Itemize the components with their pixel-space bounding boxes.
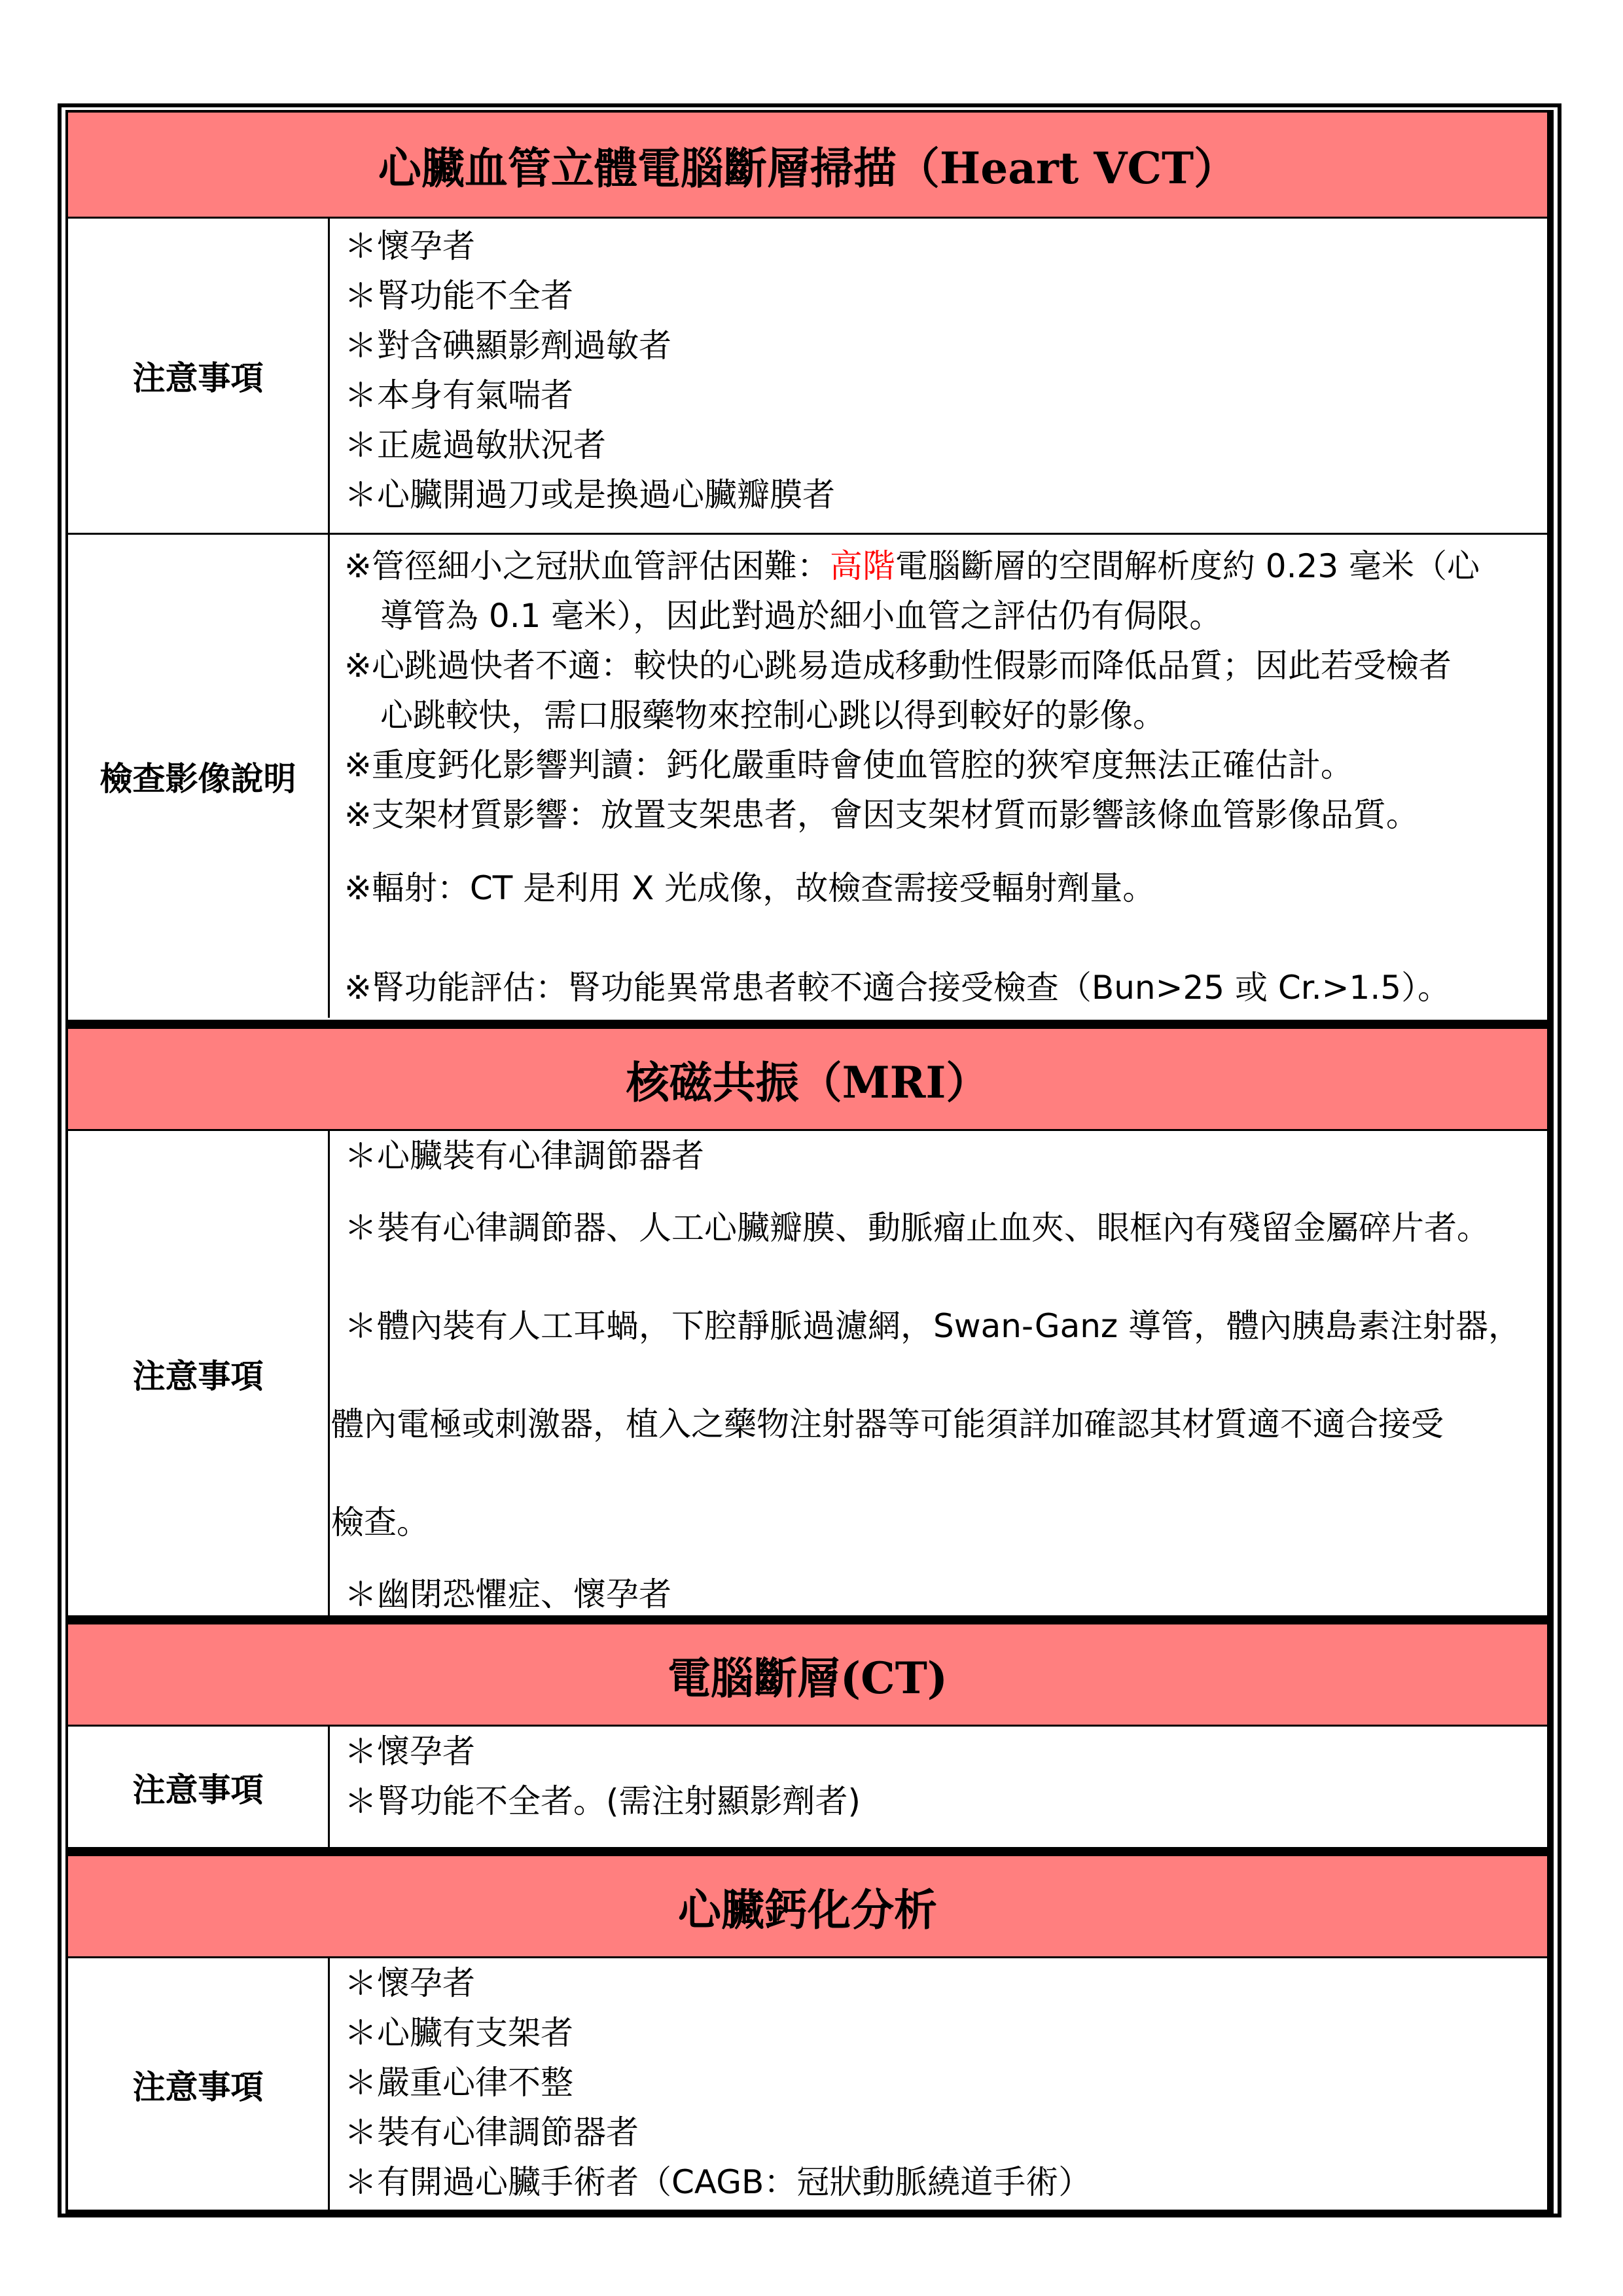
row-label: 檢查影像說明 (68, 535, 330, 1018)
text-line: ※輻射：CT 是利用 X 光成像，故檢查需接受輻射劑量。 (344, 869, 1156, 907)
list-item: 檢查。 (331, 1503, 429, 1541)
list-item: ＊裝有心律調節器者 (344, 2113, 639, 2151)
precautions-list (330, 1958, 1547, 2210)
explanation-row (68, 533, 1547, 1018)
text-line: ※心跳過快者不適：較快的心跳易造成移動性假影而降低品質；因此若受檢者 (344, 647, 1452, 685)
section-title: 電腦斷層(CT) (68, 1624, 1547, 1727)
explanation-text (330, 535, 1547, 1018)
precautions-row (68, 1131, 1547, 1616)
list-item: ＊心臟開過刀或是換過心臟瓣膜者 (344, 476, 835, 514)
list-item: ＊心臟有支架者 (344, 2014, 573, 2052)
section-heart-vct (65, 110, 1554, 1026)
text-line: 導管為 0.1 毫米），因此對過於細小血管之評估仍有侷限。 (380, 597, 1222, 635)
list-item: ＊有開過心臟手術者（CAGB：冠狀動脈繞道手術） (344, 2163, 1092, 2201)
precautions-list (330, 219, 1547, 533)
list-item: 體內電極或刺激器，植入之藥物注射器等可能須詳加確認其材質適不適合接受 (331, 1405, 1444, 1443)
text-line (344, 541, 1547, 591)
text-line: ※支架材質影響：放置支架患者，會因支架材質而影響該條血管影像品質。 (344, 796, 1419, 834)
list-item: ＊嚴重心律不整 (344, 2064, 573, 2102)
text-line: ※重度鈣化影響判讀：鈣化嚴重時會使血管腔的狹窄度無法正確估計。 (344, 746, 1353, 784)
list-item: ＊懷孕者 (344, 1732, 475, 1770)
list-item: ＊裝有心律調節器、人工心臟瓣膜、動脈瘤止血夾、眼框內有殘留金屬碎片者。 (344, 1209, 1489, 1247)
precautions-list (330, 1727, 1547, 1848)
text-segment: ※管徑細小之冠狀血管評估困難： (344, 547, 830, 585)
row-label: 注意事項 (68, 1131, 330, 1616)
precautions-row (68, 219, 1547, 533)
row-label: 注意事項 (68, 1727, 330, 1848)
list-item: ＊腎功能不全者。(需注射顯影劑者) (344, 1782, 861, 1820)
precautions-row (68, 1958, 1547, 2210)
text-line: 心跳較快，需口服藥物來控制心跳以得到較好的影像。 (380, 696, 1166, 734)
section-title: 核磁共振（MRI） (68, 1029, 1547, 1131)
highlight-text: 高階 (829, 547, 895, 585)
list-item: ＊腎功能不全者 (344, 277, 573, 315)
section-calcium-analysis (65, 1854, 1554, 2216)
list-item: ＊本身有氣喘者 (344, 376, 573, 414)
section-mri (65, 1026, 1554, 1622)
section-ct (65, 1622, 1554, 1854)
precautions-list (330, 1131, 1547, 1616)
list-item: ＊心臟裝有心律調節器者 (344, 1137, 704, 1175)
text-segment: 電腦斷層的空間解析度約 0.23 毫米（心 (895, 547, 1480, 585)
list-item: ＊對含碘顯影劑過敏者 (344, 327, 671, 365)
list-item: ＊體內裝有人工耳蝸，下腔靜脈過濾網，Swan-Ganz 導管，體內胰島素注射器， (344, 1307, 1522, 1345)
text-line: ※腎功能評估：腎功能異常患者較不適合接受檢查（Bun>25 或 Cr.>1.5）。 (344, 969, 1451, 1007)
row-label: 注意事項 (68, 219, 330, 533)
section-title: 心臟鈣化分析 (68, 1856, 1547, 1958)
list-item: ＊懷孕者 (344, 1964, 475, 2002)
precautions-row (68, 1727, 1547, 1848)
section-title: 心臟血管立體電腦斷層掃描（Heart VCT） (68, 113, 1547, 219)
row-label: 注意事項 (68, 1958, 330, 2210)
list-item: ＊正處過敏狀況者 (344, 426, 606, 464)
list-item: ＊幽閉恐懼症、懷孕者 (344, 1575, 671, 1613)
list-item: ＊懷孕者 (344, 227, 475, 265)
